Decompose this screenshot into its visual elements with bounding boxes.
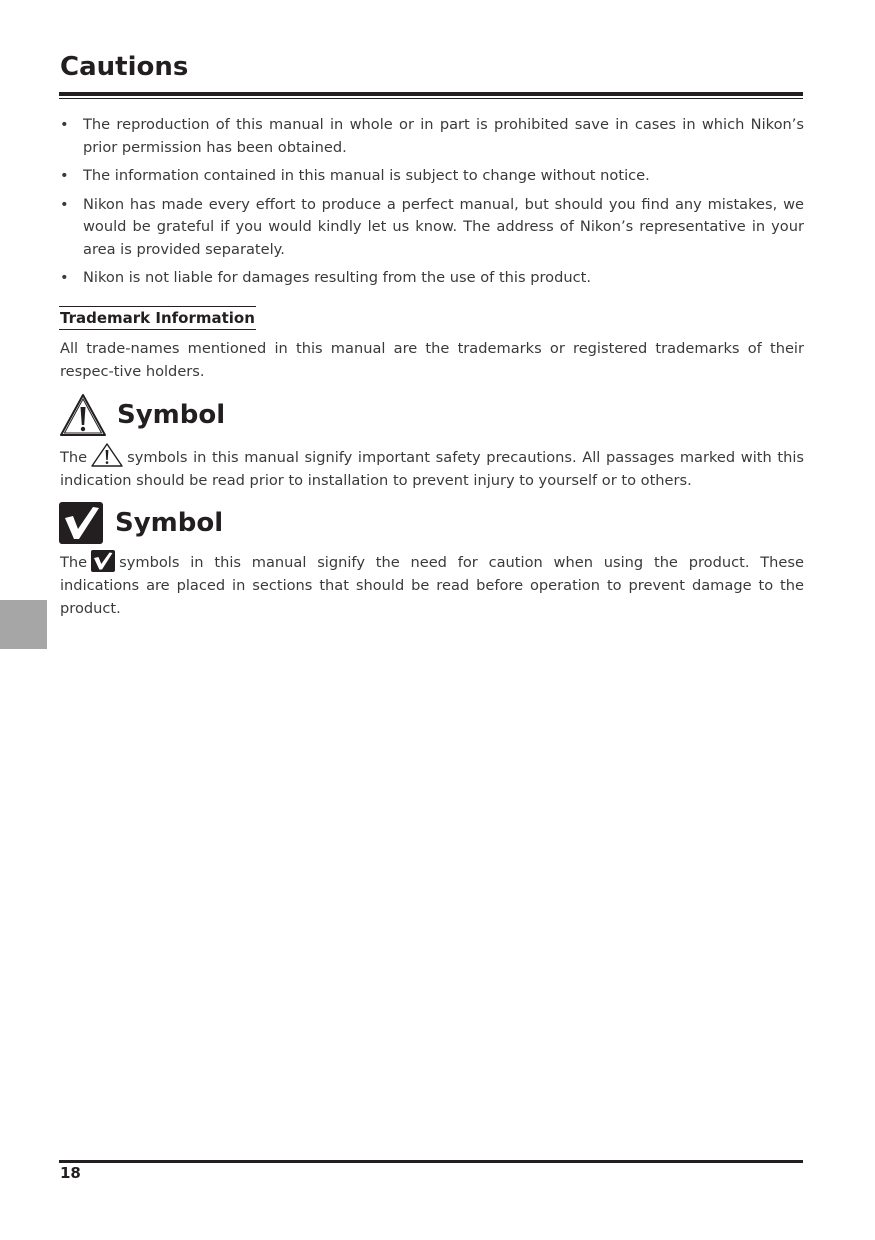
caution-item-subject-to-change: • The information contained in this manual is subject to change without notice.: [60, 165, 804, 188]
title-rule-thin: [59, 98, 803, 99]
trademark-heading: Trademark Information: [59, 306, 256, 330]
check-symbol-heading: [59, 502, 223, 544]
inline-warning-triangle-icon: [91, 443, 123, 467]
title-rule-thick: [59, 92, 803, 96]
warning-body-rest: symbols in this manual signify important safety precautions. All passages marked with this indication should be read prior to installation to prevent injury to yourself or to others.: [60, 449, 804, 489]
section-side-tab: [0, 600, 47, 649]
cautions-list: [60, 114, 804, 296]
warning-triangle-icon: [59, 393, 107, 437]
check-body-rest: symbols in this manual signify the need for caution when using the product. These indications are placed in sections that should be read before operation to prevent damage to the product.: [60, 554, 804, 617]
page-number: 18: [60, 1164, 81, 1182]
caution-item-mistakes: • Nikon has made every effort to produce a perfect manual, but should you find any mistakes, we would be grateful if you would kindly let us know. The address of Nikon’s representative in your area is provided separately.: [60, 194, 804, 262]
inline-checkmark-box-icon: [91, 550, 115, 572]
warning-body-lead: The: [60, 449, 88, 466]
warning-symbol-description: [60, 443, 804, 492]
footer-rule: [59, 1160, 803, 1163]
check-body-lead: The: [60, 554, 88, 571]
page-title: Cautions: [60, 52, 189, 82]
checkmark-box-icon: [59, 502, 103, 544]
check-symbol-title: Symbol: [115, 508, 224, 538]
trademark-body: All trade-names mentioned in this manual are the trademarks or registered trademarks of their respec-tive holders.: [60, 340, 804, 380]
caution-item-reproduction: • The reproduction of this manual in whole or in part is prohibited save in cases in which Nikon’s prior permission has been obtained.: [60, 114, 804, 159]
warning-symbol-heading: [59, 393, 225, 437]
caution-item-liability: • Nikon is not liable for damages resulting from the use of this product.: [60, 267, 804, 290]
check-symbol-description: [60, 550, 804, 620]
warning-symbol-title: Symbol: [117, 400, 226, 430]
